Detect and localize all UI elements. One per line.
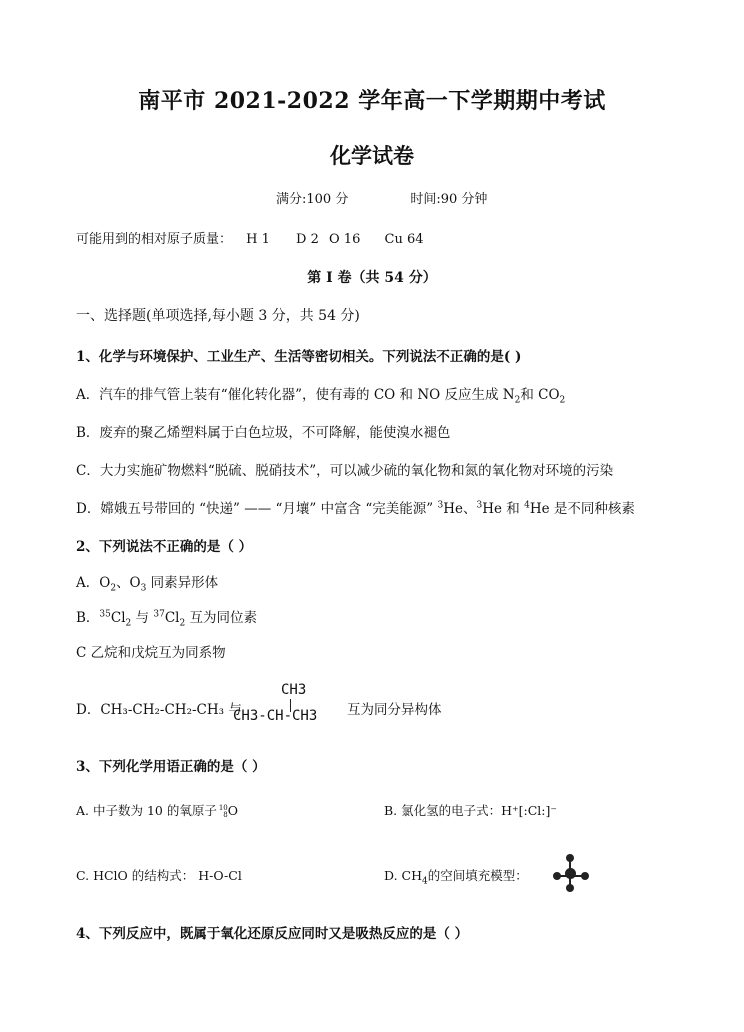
section-heading: 一、选择题(单项选择,每小题 3 分，共 54 分) [76,308,360,324]
isobutane-structure [233,680,349,726]
q3-a-text: A. 中子数为 10 的氧原子 [76,803,217,818]
q1-d-he2: He 和 [482,501,525,517]
q3-option-c: C. HClO 的结构式： H-O-Cl [76,868,242,883]
q1-option-c: C．大力实施矿物燃料“脱硫、脱硝技术”，可以减少硫的氧化物和氮的氧化物对环境的污染 [76,463,614,479]
volume-heading: 第 I 卷（共 54 分） [307,270,437,286]
q2-option-b: B．$^{35}Cl_2$ 与 $^{37}Cl_2$ 互为同位素 [76,609,257,629]
exam-subject: 化学试卷 [330,143,414,168]
q1-d-text: D．嫦娥五号带回的 “快递” —— “月壤” 中富含 “完美能源” [76,501,438,517]
exam-time: 时间:90 分钟 [410,192,488,207]
atomic-mass-d: D 2 [296,232,319,247]
ch4-model-icon [552,853,592,893]
atomic-mass-cu: Cu 64 [384,232,424,247]
main-chain: CH3-CH-CH3 [233,708,318,724]
q3-option-b [384,801,557,819]
atomic-mass-line [76,228,428,247]
exam-meta [276,188,487,207]
q2-a-text: 同素异形体 [150,575,219,591]
q3-stem: 3、下列化学用语正确的是（ ） [76,759,266,775]
hcl-electron-formula: H⁺[:Cl:]⁻ [501,803,557,818]
q3-d-text: D. CH [384,868,422,883]
atomic-mass-label: 可能用到的相对原子质量： [76,232,233,247]
q1-d-he1: He、 [443,501,477,517]
q3-b-text: B. 氯化氢的电子式： [384,803,502,818]
q2-option-c: C 乙烷和戊烷互为同系物 [76,645,226,661]
q1-d-end: He 是不同种核素 [529,501,635,517]
atomic-mass-o: O 16 [329,232,361,247]
q3-option-a: A. 中子数为 10 的氧原子 10 8O [76,803,238,819]
q2-stem: 2、下列说法不正确的是（ ） [76,539,253,555]
q1-option-a: A．汽车的排气管上装有“催化转化器”，使有毒的 CO 和 NO 反应生成 $N_2$和 $CO_2$ [76,387,566,406]
q2-b-text: 互为同位素 [189,610,257,626]
full-score: 满分:100 分 [276,192,349,207]
exam-title: 南平市 2021-2022 学年高一下学期期中考试 [138,88,606,114]
q2-d-suffix: 互为同分异构体 [347,702,442,718]
q1-option-d: D．嫦娥五号带回的 “快递” —— “月壤” 中富含 “完美能源” $^3$He、$^3$He 和 $^4$He 是不同种核素 [76,500,635,517]
methyl-branch: CH3 [281,682,307,698]
q1-stem: 1、化学与环境保护、工业生产、生活等密切相关。下列说法不正确的是( ) [76,349,522,365]
q2-option-a: A．$O_2$、$O_3$ 同素异形体 [76,575,219,594]
q1-a-text2: 和 CO [520,387,560,403]
q3-option-d: D. $CH_4$的空间填充模型： [384,868,528,887]
q1-a-text: A．汽车的排气管上装有“催化转化器”，使有毒的 CO 和 NO 反应生成 N [76,387,515,403]
q3-d-text2: 的空间填充模型： [427,868,528,883]
q4-stem: 4、下列反应中，既属于氧化还原反应同时又是吸热反应的是（ ） [76,926,469,942]
atomic-mass-h: H 1 [246,232,270,247]
q1-option-b: B．废弃的聚乙烯塑料属于白色垃圾，不可降解，能使溴水褪色 [76,425,451,441]
q2-option-d: D．CH₃-CH₂-CH₂-CH₃ 与 [76,702,242,718]
